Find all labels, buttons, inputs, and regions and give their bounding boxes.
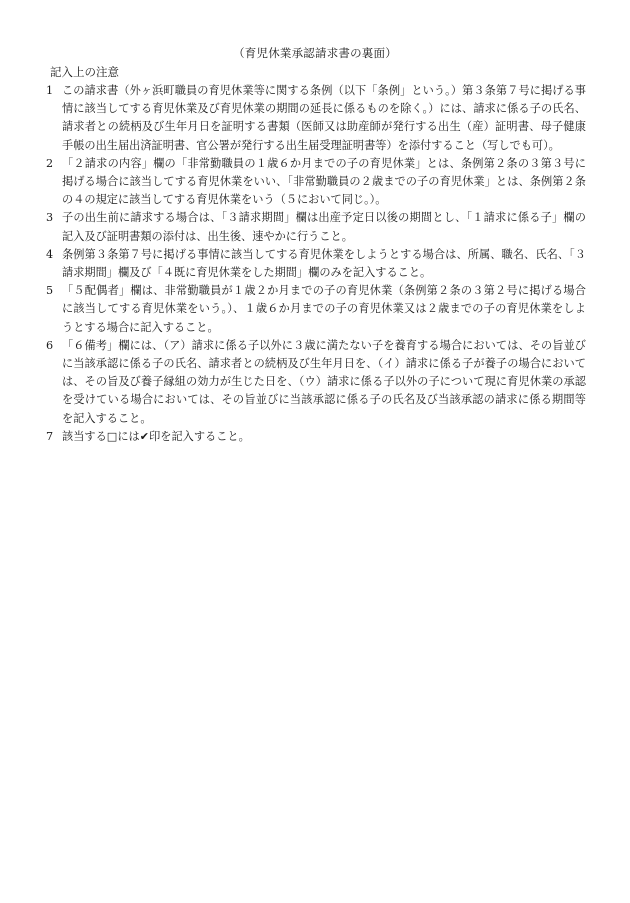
note-number: 3 (46, 211, 54, 225)
note-number: 6 (46, 338, 54, 352)
note-number: 4 (46, 247, 54, 261)
note-item (46, 428, 586, 446)
note-text: 子の出生前に請求する場合は、「３請求期間」欄は出産予定日以後の期間とし、「１請求に係る子」欄の記入及び証明書類の添付は、出生後、速やかに行うこと。 (62, 211, 586, 243)
note-item (46, 246, 586, 282)
note-number: 1 (46, 84, 54, 97)
note-item (46, 82, 586, 155)
note-item (46, 337, 586, 428)
note-text: 条例第３条第７号に掲げる事情に該当してする育児休業をしようとする場合は、所属、職名、氏名、「３請求期間」欄及び「４既に育児休業をした期間」欄のみを記入すること。 (62, 247, 586, 280)
note-text: 「２請求の内容」欄の「非常勤職員の１歳６か月までの子の育児休業」とは、条例第２条の３第３号に掲げる場合に該当してする育児休業をいい、「非常勤職員の２歳までの子の育児休業」とは、条例第２条の４の規定に該当してする育児休業をいう（５において同じ。）。 (62, 156, 586, 207)
note-item (46, 209, 586, 245)
note-text: 「６備考」欄には、（ア）請求に係る子以外に３歳に満たない子を養育する場合においては、その旨並びに当該承認に係る子の氏名、請求者との続柄及び生年月日を、（イ）請求に係る子が養子の場合においては、その旨及び養子縁組の効力が生じた日を、（ウ）請求に係る子以外の子について現に育児休業の承認を受けている場合においては、その旨並びに当該承認に係る子の氏名及び当該承認の請求に係る期間等を記入すること。 (62, 338, 586, 425)
note-text: この請求書（外ヶ浜町職員の育児休業等に関する条例（以下「条例」という。）第３条第７号に掲げる事情に該当してする育児休業及び育児休業の期間の延長に係るものを除く。）には、請求に係る子の氏名、請求者との続柄及び生年月日を証明する書類（医師又は助産師が発行する出生（産）証明書、母子健康手帳の出生届出済証明書、官公署が発行する出生届受理証明書等）を添付すること（写しでも可）。 (62, 84, 586, 152)
note-number: 7 (46, 429, 54, 443)
note-number: 2 (46, 156, 54, 170)
notes-list (46, 82, 586, 446)
note-number: 5 (46, 284, 54, 298)
note-text: 該当する□には✔印を記入すること。 (62, 429, 250, 443)
note-text: 「５配偶者」欄は、非常勤職員が１歳２か月までの子の育児休業（条例第２条の３第２号に掲げる場合に該当してする育児休業をいう。）、１歳６か月までの子の育児休業又は２歳までの子の育児休業をしようとする場合に記入すること。 (62, 284, 586, 334)
document-title: （育児休業承認請求書の裏面） (233, 46, 397, 60)
section-heading: 記入上の注意 (50, 65, 119, 79)
note-item (46, 155, 586, 210)
note-item (46, 282, 586, 337)
